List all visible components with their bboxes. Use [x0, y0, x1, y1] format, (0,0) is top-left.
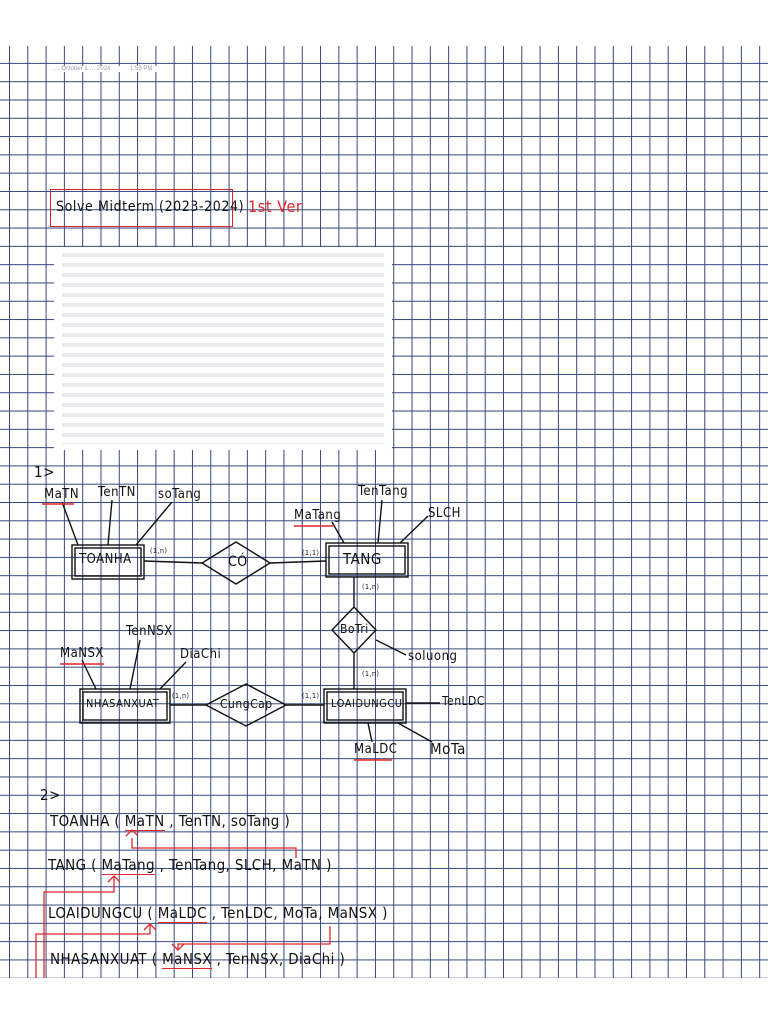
attribute-mota: MoTa: [430, 740, 466, 758]
cardinality-toanha-co: (1,n): [150, 547, 168, 555]
schema-toanha-open: (: [114, 812, 121, 830]
note-date: …, October 1…, 2024: [52, 66, 111, 72]
schema-tang-rest: , TenTang, SLCH, MaTN ): [159, 856, 332, 874]
schema-toanha-rest: , TenTN, soTang ): [169, 812, 291, 830]
schema-nhasanxuat-open: (: [151, 950, 158, 968]
entity-toanha-label: TOANHA: [79, 552, 132, 567]
schema-nhasanxuat-name: NHASANXUAT: [50, 950, 148, 968]
attribute-tennsx: TenNSX: [126, 624, 173, 639]
attribute-matang: MaTang: [294, 508, 342, 523]
relationship-botri-label: BoTri: [340, 622, 369, 636]
schema-toanha-name: TOANHA: [50, 812, 110, 830]
attribute-soluong: soluong: [408, 649, 458, 664]
schema-nhasanxuat-pk: MaNSX: [162, 950, 212, 968]
entity-nhasanxuat-label: NHASANXUAT: [86, 697, 160, 710]
relationship-cungcap-label: CungCap: [220, 697, 273, 711]
relationship-co-label: CÓ: [228, 554, 248, 570]
schema-loaidungcu-name: LOAIDUNGCU: [48, 904, 143, 922]
entity-tang-label: TANG: [343, 550, 382, 568]
section-2-label: 2>: [40, 786, 61, 804]
schema-loaidungcu-open: (: [147, 904, 154, 922]
schema-loaidungcu-rest: , TenLDC, MoTa, MaNSX ): [211, 904, 388, 922]
cardinality-ldc-cungcap: (1,1): [302, 692, 320, 700]
schema-nhasanxuat-rest: , TenNSX, DiaChi ): [216, 950, 346, 968]
cardinality-ldc-botri: (1,n): [362, 670, 380, 678]
entity-loaidungcu-label: LOAIDUNGCU: [331, 697, 403, 710]
attribute-tentang: TenTang: [358, 484, 409, 499]
attribute-sotang: soTang: [158, 487, 202, 502]
attribute-diachi: DiaChi: [180, 647, 222, 662]
schema-tang-open: (: [91, 856, 97, 874]
attribute-tentn: TenTN: [98, 485, 136, 500]
schema-toanha-pk: MaTN: [124, 812, 165, 830]
version-label: 1st Ver: [248, 197, 303, 216]
attribute-tenldc: TenLDC: [442, 694, 485, 708]
cardinality-tang-co: (1,1): [302, 549, 320, 557]
attribute-maldc: MaLDC: [354, 742, 398, 757]
cardinality-nsx-cungcap: (1,n): [172, 692, 190, 700]
attribute-slch: SLCH: [428, 506, 461, 521]
schema-tang-name: TANG: [48, 856, 87, 874]
schema-nhasanxuat: [50, 950, 345, 968]
schema-toanha: [50, 812, 290, 830]
attribute-matn: MaTN: [44, 487, 80, 502]
schema-loaidungcu: [48, 904, 388, 922]
schema-loaidungcu-pk: MaLDC: [157, 904, 207, 922]
schema-tang-pk: MaTang: [101, 856, 155, 874]
cardinality-tang-botri: (1,n): [362, 583, 380, 591]
page-title: Solve Midterm (2023-2024): [56, 199, 245, 215]
schema-tang: [48, 856, 332, 874]
attribute-mansx: MaNSX: [60, 646, 104, 661]
section-1-label: 1>: [34, 463, 55, 481]
note-time: 1:53 PM: [130, 66, 153, 72]
